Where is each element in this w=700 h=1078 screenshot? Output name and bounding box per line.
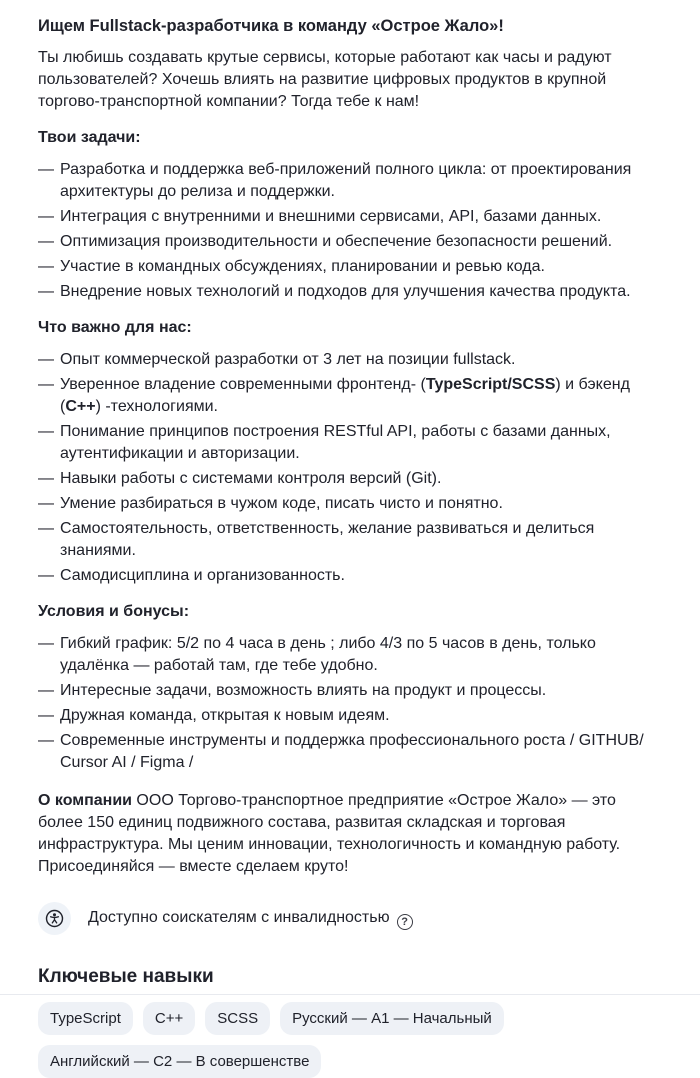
vacancy-intro: Ты любишь создавать крутые сервисы, которые работают как часы и радуют пользователей? Хочешь влиять на развитие цифровых продуктов в крупной торгово-транспортной компании? Тогда тебе к нам! bbox=[38, 49, 612, 110]
section-heading-requirements: Что важно для нас: bbox=[38, 319, 192, 336]
list-item-text: Участие в командных обсуждениях, планировании и ревью кода. bbox=[60, 258, 545, 275]
list-item-text: Дружная команда, открытая к новым идеям. bbox=[60, 707, 390, 724]
section-heading-conditions: Условия и бонусы: bbox=[38, 603, 190, 620]
list-item-text: Умение разбираться в чужом коде, писать чисто и понятно. bbox=[60, 495, 503, 512]
tech-stack-backend: C++ bbox=[65, 398, 96, 415]
tasks-list bbox=[38, 159, 662, 303]
bullet-dash: — bbox=[38, 208, 54, 225]
vacancy-title: Ищем Fullstack-разработчика в команду «Острое Жало»! bbox=[38, 17, 504, 35]
bullet-dash: — bbox=[38, 258, 54, 275]
list-item-text: ) и бэкенд ( bbox=[60, 376, 630, 415]
bullet-dash: — bbox=[38, 682, 54, 699]
list-item bbox=[38, 730, 662, 774]
list-item-text: Навыки работы с системами контроля версий (Git). bbox=[60, 470, 442, 487]
section-heading-tasks: Твои задачи: bbox=[38, 129, 141, 146]
list-item bbox=[38, 206, 662, 228]
help-icon[interactable]: ? bbox=[397, 914, 413, 930]
list-item-text: Разработка и поддержка веб-приложений полного цикла: от проектирования архитектуры до релиза и поддержки. bbox=[60, 161, 632, 200]
key-skills-section bbox=[38, 965, 662, 1078]
list-item bbox=[38, 421, 662, 465]
about-company-lead: О компании bbox=[38, 792, 132, 809]
accessibility-icon bbox=[45, 909, 64, 928]
bullet-dash: — bbox=[38, 233, 54, 250]
section-conditions bbox=[38, 601, 662, 774]
skill-chips bbox=[38, 1002, 662, 1078]
bullet-dash: — bbox=[38, 732, 54, 749]
bullet-dash: — bbox=[38, 635, 54, 652]
bullet-dash: — bbox=[38, 351, 54, 368]
about-company bbox=[38, 790, 662, 878]
list-item-text: Оптимизация производительности и обеспечение безопасности решений. bbox=[60, 233, 613, 250]
list-item bbox=[38, 468, 662, 490]
bullet-dash: — bbox=[38, 283, 54, 300]
list-item-text: Гибкий график: 5/2 по 4 часа в день ; либо 4/3 по 5 часов в день, только удалёнка — работай там, где тебе удобно. bbox=[60, 635, 596, 674]
list-item bbox=[38, 374, 662, 418]
skill-chip: Русский — A1 — Начальный bbox=[280, 1002, 504, 1035]
tech-stack-frontend: TypeScript/SCSS bbox=[425, 376, 556, 393]
list-item bbox=[38, 680, 662, 702]
requirements-list bbox=[38, 349, 662, 587]
list-item bbox=[38, 705, 662, 727]
list-item-text: Внедрение новых технологий и подходов для улучшения качества продукта. bbox=[60, 283, 631, 300]
skill-chip: Английский — C2 — В совершенстве bbox=[38, 1045, 321, 1078]
list-item-text: Уверенное владение современными фронтенд- ( bbox=[60, 376, 426, 393]
accessibility-label-text: Доступно соискателям с инвалидностью bbox=[88, 909, 390, 926]
about-company-text: ООО Торгово-транспортное предприятие «Острое Жало» — это более 150 единиц подвижного состава, развитая складская и торговая инфраструктура. Мы ценим инновации, технологичность и командную работу. Присоединяйся — вместе сделаем круто! bbox=[38, 792, 621, 875]
conditions-list bbox=[38, 633, 662, 774]
list-item-text: Интересные задачи, возможность влиять на продукт и процессы. bbox=[60, 682, 547, 699]
accessibility-label bbox=[88, 907, 413, 930]
list-item-text: Интеграция с внутренними и внешними сервисами, API, базами данных. bbox=[60, 208, 602, 225]
list-item bbox=[38, 256, 662, 278]
list-item-text: Самодисциплина и организованность. bbox=[60, 567, 345, 584]
list-item bbox=[38, 518, 662, 562]
key-skills-heading: Ключевые навыки bbox=[38, 966, 214, 987]
list-item bbox=[38, 231, 662, 253]
list-item bbox=[38, 493, 662, 515]
bullet-dash: — bbox=[38, 470, 54, 487]
bullet-dash: — bbox=[38, 495, 54, 512]
list-item bbox=[38, 633, 662, 677]
bullet-dash: — bbox=[38, 161, 54, 178]
skill-chip: SCSS bbox=[205, 1002, 270, 1035]
list-item-text: Понимание принципов построения RESTful API, работы с базами данных, аутентификации и авторизации. bbox=[60, 423, 611, 462]
section-tasks bbox=[38, 127, 662, 303]
list-item-text: ) -технологиями. bbox=[95, 398, 218, 415]
list-item bbox=[38, 565, 662, 587]
bullet-dash: — bbox=[38, 707, 54, 724]
accessibility-icon-circle bbox=[38, 902, 71, 935]
bottom-divider bbox=[0, 994, 700, 995]
list-item-text: Опыт коммерческой разработки от 3 лет на позиции fullstack. bbox=[60, 351, 516, 368]
list-item bbox=[38, 349, 662, 371]
bullet-dash: — bbox=[38, 376, 54, 393]
list-item-text: Современные инструменты и поддержка профессионального роста / GITHUB/ Cursor AI / Figma / bbox=[60, 732, 644, 771]
accessibility-row bbox=[38, 902, 662, 935]
section-requirements bbox=[38, 317, 662, 587]
skill-chip: C++ bbox=[143, 1002, 195, 1035]
list-item bbox=[38, 159, 662, 203]
bullet-dash: — bbox=[38, 520, 54, 537]
list-item-text: Самостоятельность, ответственность, желание развиваться и делиться знаниями. bbox=[60, 520, 595, 559]
bullet-dash: — bbox=[38, 423, 54, 440]
list-item bbox=[38, 281, 662, 303]
skill-chip: TypeScript bbox=[38, 1002, 133, 1035]
bullet-dash: — bbox=[38, 567, 54, 584]
